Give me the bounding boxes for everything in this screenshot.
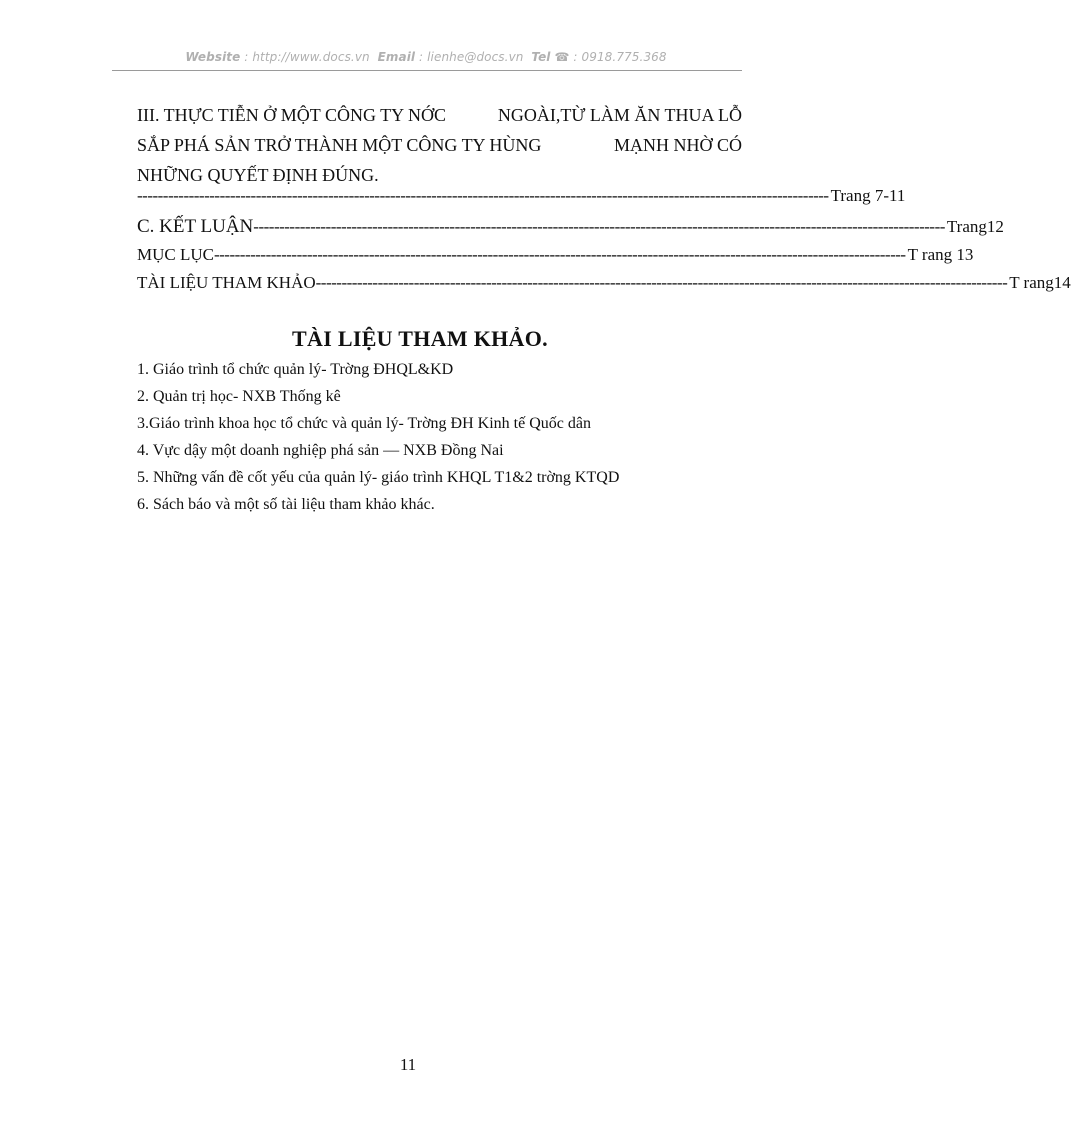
website-url: : http://www.docs.vn	[244, 50, 370, 64]
toc-page-ref: Trang 7-11	[830, 186, 906, 205]
email-label: Email	[377, 50, 416, 64]
section-iii-line-2: SẮP PHÁ SẢN TRỞ THÀNH MỘT CÔNG TY HÙNG MẠNH NHỜ CÓ	[137, 135, 742, 155]
reference-item: 3.Giáo trình khoa học tổ chức và quản lý- Trờng ĐH Kinh tế Quốc dân	[137, 415, 591, 432]
toc-page-ref: T rang 13	[907, 245, 974, 264]
toc-row-tai-lieu: TÀI LIỆU THAM KHẢO -------------------------------------------------------------------------------------------------------------------------------------- T rang14	[137, 273, 1071, 292]
reference-item: 4. Vực dậy một doanh nghiệp phá sản — NXB Đồng Nai	[137, 442, 504, 459]
toc-row-ket-luan: C. KẾT LUẬN -------------------------------------------------------------------------------------------------------------------------------------- Trang12	[137, 216, 1004, 237]
toc-page-ref: Trang12	[946, 217, 1004, 236]
toc-leader: --------------------------------------------------------------------------------------------------------------------------------------	[137, 186, 829, 205]
references-list	[137, 356, 737, 518]
header-divider	[112, 70, 742, 71]
page-number: 11	[399, 1055, 417, 1074]
email-address: : lienhe@docs.vn	[419, 50, 524, 64]
toc-leader: --------------------------------------------------------------------------------------------------------------------------------------	[253, 217, 945, 236]
tel-label: Tel	[531, 50, 551, 64]
toc-row-section-iii	[137, 186, 906, 206]
section-iii-line-1: III. THỰC TIỄN Ở MỘT CÔNG TY NỚC NGOÀI,TỪ LÀM ĂN THUA LỖ	[137, 105, 742, 125]
toc-leader: --------------------------------------------------------------------------------------------------------------------------------------	[315, 273, 1008, 292]
page-header	[110, 50, 742, 64]
reference-item: 6. Sách báo và một số tài liệu tham khảo khác.	[137, 496, 435, 513]
reference-item: 2. Quản trị học- NXB Thống kê	[137, 388, 341, 405]
reference-item: 5. Những vấn đề cốt yếu của quản lý- giáo trình KHQL T1&2 trờng KTQD	[137, 469, 620, 486]
website-label: Website	[185, 50, 241, 64]
section-iii-heading	[137, 100, 742, 190]
toc-page-ref: T rang14	[1009, 273, 1071, 292]
references-title: TÀI LIỆU THAM KHẢO.	[292, 326, 548, 351]
section-iii-line-3: NHỮNG QUYẾT ĐỊNH ĐÚNG.	[137, 165, 379, 185]
phone-number: ☎ : 0918.775.368	[554, 50, 667, 64]
reference-item: 1. Giáo trình tổ chức quản lý- Trờng ĐHQL&KD	[137, 361, 454, 378]
toc-leader: --------------------------------------------------------------------------------------------------------------------------------------	[213, 245, 906, 264]
toc-row-muc-luc: MỤC LỤC -------------------------------------------------------------------------------------------------------------------------------------- T rang 13	[137, 245, 974, 264]
